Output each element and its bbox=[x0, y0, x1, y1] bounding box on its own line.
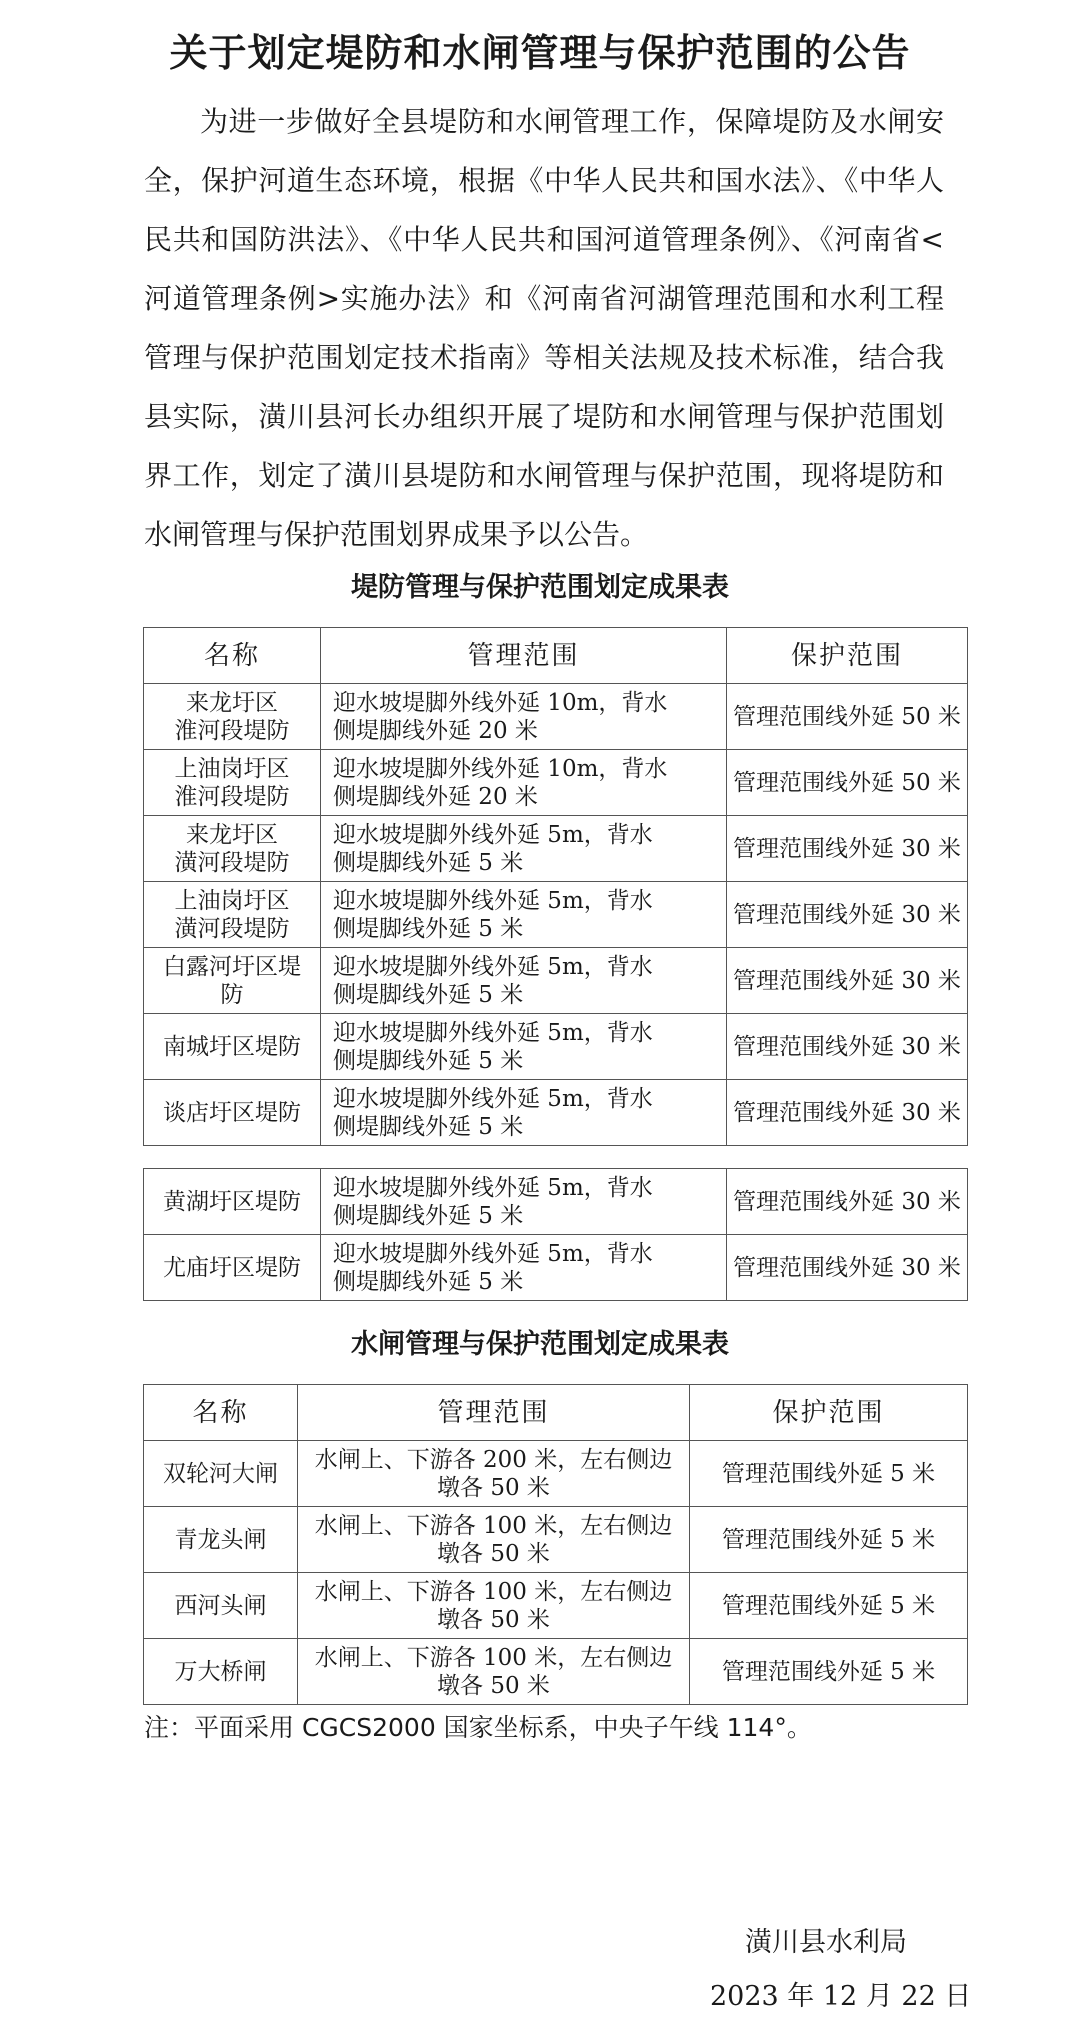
sluice-table-title: 水闸管理与保护范围划定成果表 bbox=[351, 1329, 729, 1360]
management-line-1: 迎水坡堤脚外线外延 5m，背水 bbox=[333, 821, 653, 848]
name-line-1: 黄湖圩区堤防 bbox=[163, 1188, 301, 1215]
name-line-1: 上油岗圩区 bbox=[174, 755, 290, 782]
management-line-1: 水闸上、下游各 100 米，左右侧边 bbox=[314, 1512, 673, 1539]
cell-management bbox=[321, 1235, 727, 1301]
name-line-1: 尤庙圩区堤防 bbox=[163, 1254, 301, 1281]
table-row bbox=[144, 1235, 968, 1301]
cell-management bbox=[321, 750, 727, 816]
management-line-2: 墩各 50 米 bbox=[437, 1540, 550, 1567]
table-row bbox=[144, 1507, 968, 1573]
management-line-1: 迎水坡堤脚外线外延 5m，背水 bbox=[333, 887, 653, 914]
notice-title: 关于划定堤防和水闸管理与保护范围的公告 bbox=[169, 30, 911, 75]
cell-protection: 管理范围线外延 30 米 bbox=[727, 1169, 968, 1235]
management-line-1: 迎水坡堤脚外线外延 5m，背水 bbox=[333, 1240, 653, 1267]
cell-name bbox=[144, 1080, 321, 1146]
cell-protection: 管理范围线外延 50 米 bbox=[727, 684, 968, 750]
table-row bbox=[144, 1014, 968, 1080]
cell-management bbox=[321, 1080, 727, 1146]
table-row bbox=[144, 684, 968, 750]
table-row bbox=[144, 1080, 968, 1146]
cell-name: 西河头闸 bbox=[144, 1573, 298, 1639]
cell-management bbox=[321, 816, 727, 882]
table-row bbox=[144, 750, 968, 816]
management-line-2: 墩各 50 米 bbox=[437, 1606, 550, 1633]
management-line-2: 侧堤脚线外延 5 米 bbox=[333, 1202, 524, 1229]
name-line-2: 防 bbox=[220, 981, 244, 1008]
management-line-1: 迎水坡堤脚外线外延 5m，背水 bbox=[333, 1019, 653, 1046]
table-row bbox=[144, 1169, 968, 1235]
header-protection: 保护范围 bbox=[727, 628, 968, 684]
cell-management bbox=[298, 1441, 690, 1507]
header-name: 名称 bbox=[144, 1385, 298, 1441]
cell-name bbox=[144, 816, 321, 882]
issue-date: 2023 年 12 月 22 日 bbox=[710, 1981, 972, 2012]
cell-name bbox=[144, 1014, 321, 1080]
sluice-table bbox=[143, 1384, 968, 1705]
cell-name bbox=[144, 1169, 321, 1235]
cell-protection: 管理范围线外延 5 米 bbox=[690, 1441, 968, 1507]
header-management: 管理范围 bbox=[298, 1385, 690, 1441]
name-line-2: 淮河段堤防 bbox=[174, 717, 290, 744]
name-line-1: 南城圩区堤防 bbox=[163, 1033, 301, 1060]
header-management: 管理范围 bbox=[321, 628, 727, 684]
cell-management bbox=[321, 1169, 727, 1235]
cell-name: 万大桥闸 bbox=[144, 1639, 298, 1705]
management-line-1: 迎水坡堤脚外线外延 5m，背水 bbox=[333, 1085, 653, 1112]
coordinate-note: 注：平面采用 CGCS2000 国家坐标系，中央子午线 114°。 bbox=[144, 1713, 812, 1742]
cell-protection: 管理范围线外延 5 米 bbox=[690, 1573, 968, 1639]
table-row bbox=[144, 1441, 968, 1507]
cell-name bbox=[144, 882, 321, 948]
cell-protection: 管理范围线外延 30 米 bbox=[727, 1235, 968, 1301]
management-line-2: 墩各 50 米 bbox=[437, 1672, 550, 1699]
name-line-1: 谈店圩区堤防 bbox=[163, 1099, 301, 1126]
cell-name: 青龙头闸 bbox=[144, 1507, 298, 1573]
table-row bbox=[144, 1573, 968, 1639]
table-row bbox=[144, 882, 968, 948]
cell-management bbox=[298, 1573, 690, 1639]
management-line-2: 侧堤脚线外延 5 米 bbox=[333, 1113, 524, 1140]
management-line-1: 迎水坡堤脚外线外延 10m，背水 bbox=[333, 755, 668, 782]
management-line-2: 侧堤脚线外延 20 米 bbox=[333, 783, 538, 810]
cell-protection: 管理范围线外延 30 米 bbox=[727, 816, 968, 882]
dike-table-continued bbox=[143, 1168, 968, 1301]
management-line-2: 墩各 50 米 bbox=[437, 1474, 550, 1501]
cell-protection: 管理范围线外延 50 米 bbox=[727, 750, 968, 816]
table-row bbox=[144, 1639, 968, 1705]
header-protection: 保护范围 bbox=[690, 1385, 968, 1441]
cell-management bbox=[321, 948, 727, 1014]
management-line-2: 侧堤脚线外延 5 米 bbox=[333, 981, 524, 1008]
management-line-1: 水闸上、下游各 100 米，左右侧边 bbox=[314, 1578, 673, 1605]
management-line-1: 水闸上、下游各 100 米，左右侧边 bbox=[314, 1644, 673, 1671]
name-line-1: 来龙圩区 bbox=[186, 821, 278, 848]
cell-protection: 管理范围线外延 5 米 bbox=[690, 1639, 968, 1705]
cell-name bbox=[144, 948, 321, 1014]
management-line-1: 迎水坡堤脚外线外延 10m，背水 bbox=[333, 689, 668, 716]
cell-management bbox=[321, 1014, 727, 1080]
cell-management bbox=[321, 882, 727, 948]
name-line-2: 潢河段堤防 bbox=[174, 849, 290, 876]
dike-table bbox=[143, 627, 968, 1146]
management-line-1: 迎水坡堤脚外线外延 5m，背水 bbox=[333, 953, 653, 980]
management-line-1: 水闸上、下游各 200 米，左右侧边 bbox=[314, 1446, 673, 1473]
management-line-2: 侧堤脚线外延 20 米 bbox=[333, 717, 538, 744]
cell-name: 双轮河大闸 bbox=[144, 1441, 298, 1507]
intro-paragraph: 为进一步做好全县堤防和水闸管理工作，保障堤防及水闸安全，保护河道生态环境，根据《中华人民共和国水法》、《中华人民共和国防洪法》、《中华人民共和国河道管理条例》、《河南省<河道管理条例>实施办法》和《河南省河湖管理范围和水利工程管理与保护范围划定技术指南》等相关法规及技术标准，结合我县实际，潢川县河长办组织开展了堤防和水闸管理与保护范围划界工作，划定了潢川县堤防和水闸管理与保护范围，现将堤防和水闸管理与保护范围划界成果予以公告。 bbox=[144, 105, 944, 551]
table-row bbox=[144, 948, 968, 1014]
dike-table-title: 堤防管理与保护范围划定成果表 bbox=[351, 572, 729, 603]
header-name: 名称 bbox=[144, 628, 321, 684]
management-line-2: 侧堤脚线外延 5 米 bbox=[333, 1047, 524, 1074]
sluice-table-header-row bbox=[144, 1385, 968, 1441]
name-line-2: 淮河段堤防 bbox=[174, 783, 290, 810]
cell-management bbox=[298, 1639, 690, 1705]
cell-name bbox=[144, 750, 321, 816]
cell-protection: 管理范围线外延 30 米 bbox=[727, 882, 968, 948]
name-line-1: 来龙圩区 bbox=[186, 689, 278, 716]
table-row bbox=[144, 816, 968, 882]
cell-name bbox=[144, 684, 321, 750]
cell-management bbox=[298, 1507, 690, 1573]
cell-protection: 管理范围线外延 30 米 bbox=[727, 1080, 968, 1146]
management-line-2: 侧堤脚线外延 5 米 bbox=[333, 915, 524, 942]
cell-protection: 管理范围线外延 30 米 bbox=[727, 948, 968, 1014]
management-line-1: 迎水坡堤脚外线外延 5m，背水 bbox=[333, 1174, 653, 1201]
cell-protection: 管理范围线外延 30 米 bbox=[727, 1014, 968, 1080]
name-line-2: 潢河段堤防 bbox=[174, 915, 290, 942]
name-line-1: 上油岗圩区 bbox=[174, 887, 290, 914]
cell-management bbox=[321, 684, 727, 750]
management-line-2: 侧堤脚线外延 5 米 bbox=[333, 849, 524, 876]
dike-table-header-row bbox=[144, 628, 968, 684]
cell-protection: 管理范围线外延 5 米 bbox=[690, 1507, 968, 1573]
issuer-name: 潢川县水利局 bbox=[745, 1927, 907, 1958]
name-line-1: 白露河圩区堤 bbox=[163, 953, 301, 980]
management-line-2: 侧堤脚线外延 5 米 bbox=[333, 1268, 524, 1295]
cell-name bbox=[144, 1235, 321, 1301]
